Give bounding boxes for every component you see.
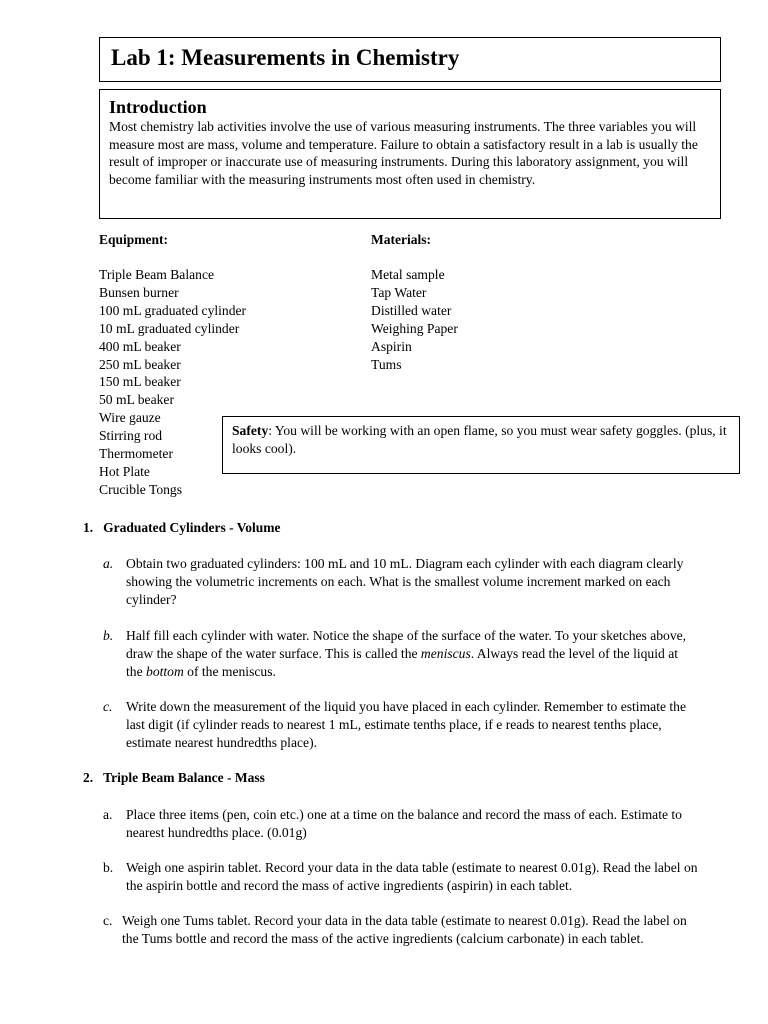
item-text: Obtain two graduated cylinders: 100 mL and 10 mL. Diagram each cylinder with each diagram clearly showing the volumetric increments on each. What is the smallest volume increment marked on each cylinder? [126, 556, 684, 607]
materials-list [371, 266, 458, 373]
section-heading-triple-beam-balance [83, 770, 265, 786]
equipment-item: Bunsen burner [99, 284, 179, 300]
equipment-item: Stirring rod [99, 428, 163, 444]
introduction-text: Most chemistry lab activities involve the use of various measuring instruments. The three variables you will measure most are mass, volume and temperature. Failure to obtain a satisfactory result in a lab is usually the result of improper or inaccurate use of measuring instruments. During this laboratory assignment, you will become familiar with the measuring instruments most often used in chemistry. [109, 119, 698, 187]
materials-heading: Materials: [371, 232, 431, 247]
item-text [126, 627, 696, 681]
section-number: 1. [83, 520, 94, 535]
item-marker: b. [103, 860, 114, 875]
item-marker: a. [103, 556, 114, 571]
equipment-item: 400 mL beaker [99, 338, 181, 354]
item-text: Place three items (pen, coin etc.) one at a time on the balance and record the mass of each. Estimate to nearest hundredths place. (0.01g) [126, 807, 682, 840]
equipment-heading: Equipment: [99, 232, 169, 247]
equipment-item: Hot Plate [99, 463, 150, 479]
materials-item: Distilled water [371, 302, 452, 318]
section-heading-graduated-cylinders [83, 520, 281, 536]
item-text-part: Half fill each cylinder with water. Notice the shape of the surface of the water. To your sketches above, draw the shape of the water surface. This is called the [126, 628, 687, 661]
equipment-item: 50 mL beaker [99, 392, 174, 408]
equipment-item: 250 mL beaker [99, 356, 181, 372]
item-marker: c. [103, 913, 113, 928]
materials-item: Weighing Paper [371, 320, 458, 336]
meniscus-term: meniscus [420, 646, 471, 661]
page-title: Lab 1: Measurements in Chemistry [111, 45, 460, 70]
introduction-box [99, 89, 721, 219]
item-text: Weigh one aspirin tablet. Record your data in the data table (estimate to nearest 0.01g). Read the label on the aspirin bottle and record the mass of active ingredients (aspirin) in each tablet. [126, 860, 698, 893]
item-marker: a. [103, 807, 113, 822]
bottom-term: bottom [146, 664, 184, 679]
equipment-item: Triple Beam Balance [99, 267, 215, 282]
materials-item: Tap Water [371, 284, 427, 300]
equipment-item: 150 mL beaker [99, 374, 181, 390]
safety-label: Safety [232, 423, 269, 438]
safety-box [222, 416, 740, 474]
item-text: Write down the measurement of the liquid you have placed in each cylinder. Remember to estimate the last digit (if cylinder reads to nearest 1 mL, estimate tenths place, if e reads to nearest tenths place, estimate nearest hundredths place). [126, 699, 687, 750]
title-box [99, 37, 721, 82]
item-marker: c. [103, 699, 113, 714]
item-text-part: of the meniscus. [183, 664, 276, 679]
materials-item: Aspirin [371, 338, 412, 354]
equipment-item: 10 mL graduated cylinder [99, 320, 240, 336]
equipment-item: 100 mL graduated cylinder [99, 302, 247, 318]
materials-item: Tums [371, 356, 402, 372]
item-text: Weigh one Tums tablet. Record your data in the data table (estimate to nearest 0.01g). Read the label on the Tums bottle and record the mass of the active ingredients (calcium carbonate) in each tablet. [122, 913, 687, 946]
section-title: Graduated Cylinders - Volume [103, 520, 281, 535]
section-number: 2. [83, 770, 94, 785]
materials-item: Metal sample [371, 267, 445, 282]
equipment-item: Thermometer [99, 446, 173, 462]
equipment-item: Crucible Tongs [99, 481, 182, 497]
safety-text: : You will be working with an open flame, so you must wear safety goggles. (plus, it looks cool). [232, 423, 727, 456]
item-marker: b. [103, 628, 114, 643]
equipment-item: Wire gauze [99, 410, 161, 426]
item-text-part: . Always read the level of the liquid at the [126, 646, 679, 679]
section-title: Triple Beam Balance - Mass [103, 770, 265, 785]
introduction-heading: Introduction [109, 97, 207, 117]
